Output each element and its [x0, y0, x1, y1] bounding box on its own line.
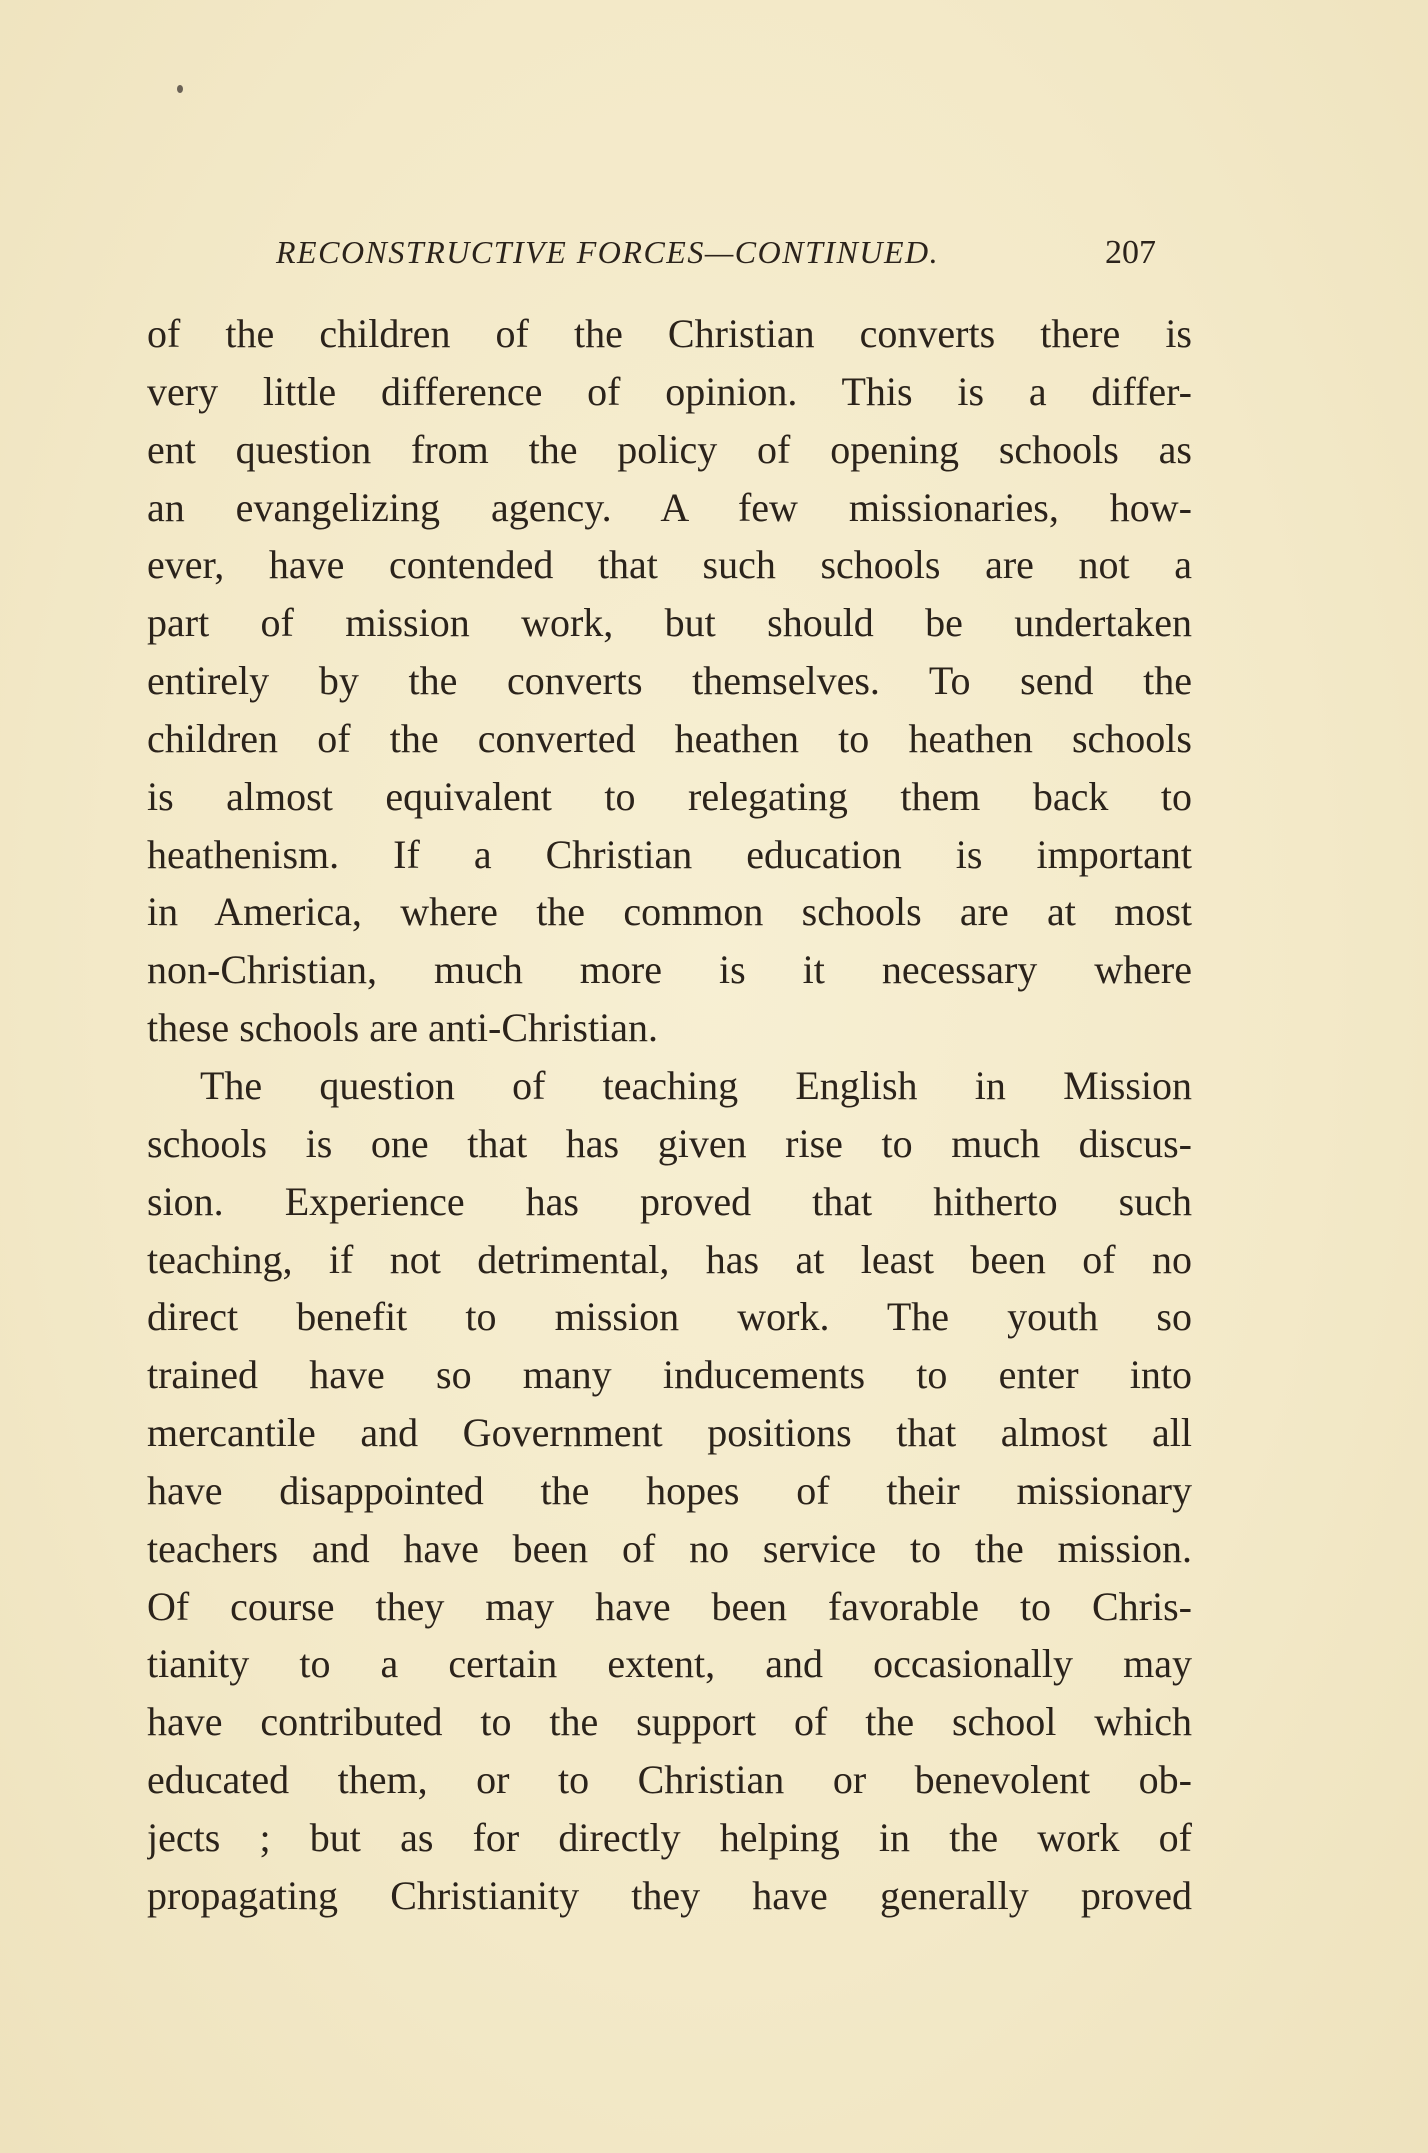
text-line: jects ; but as for directly helping in the work of [147, 1814, 1192, 1860]
text-line: ent question from the policy of opening schools as [147, 426, 1192, 472]
text-line: mercantile and Government positions that almost all [147, 1410, 1192, 1456]
running-head: RECONSTRUCTIVE FORCES—CONTINUED. [276, 234, 940, 270]
text-line: these schools are anti-Christian. [147, 1005, 658, 1051]
page-number: 207 [1105, 234, 1156, 271]
text-line: propagating Christianity they have generally proved [147, 1872, 1192, 1918]
page-header [276, 234, 1156, 282]
text-line: The question of teaching English in Mission [200, 1062, 1192, 1108]
text-line: heathenism. If a Christian education is important [147, 831, 1192, 877]
text-line: tianity to a certain extent, and occasionally may [147, 1641, 1192, 1687]
text-line: Of course they may have been favorable to Chris- [147, 1583, 1192, 1629]
text-line: an evangelizing agency. A few missionaries, how- [147, 484, 1192, 530]
text-line: part of mission work, but should be undertaken [147, 600, 1192, 646]
text-line: sion. Experience has proved that hitherto such [147, 1178, 1192, 1224]
text-line: have contributed to the support of the school which [147, 1699, 1192, 1745]
text-line: schools is one that has given rise to much discus- [147, 1120, 1192, 1166]
text-line: entirely by the converts themselves. To send the [147, 658, 1192, 704]
text-line: educated them, or to Christian or benevolent ob- [147, 1757, 1192, 1803]
text-line: direct benefit to mission work. The youth so [147, 1294, 1192, 1340]
text-line: very little difference of opinion. This is a differ- [147, 368, 1192, 414]
paragraph [147, 305, 1192, 1057]
text-line: in America, where the common schools are at most [147, 889, 1192, 935]
text-line: have disappointed the hopes of their missionary [147, 1467, 1192, 1513]
print-speck [177, 85, 183, 93]
text-line: ever, have contended that such schools are not a [147, 542, 1192, 588]
text-line: of the children of the Christian converts there is [147, 311, 1192, 356]
text-line: non-Christian, much more is it necessary where [147, 947, 1192, 993]
text-line: is almost equivalent to relegating them back to [147, 773, 1192, 819]
paragraph [147, 1057, 1192, 1925]
text-line: trained have so many inducements to enter into [147, 1352, 1192, 1398]
text-line: teaching, if not detrimental, has at least been of no [147, 1236, 1192, 1282]
text-line: teachers and have been of no service to the mission. [147, 1525, 1192, 1571]
body-text [147, 305, 1192, 1925]
text-line: children of the converted heathen to heathen schools [147, 715, 1192, 761]
